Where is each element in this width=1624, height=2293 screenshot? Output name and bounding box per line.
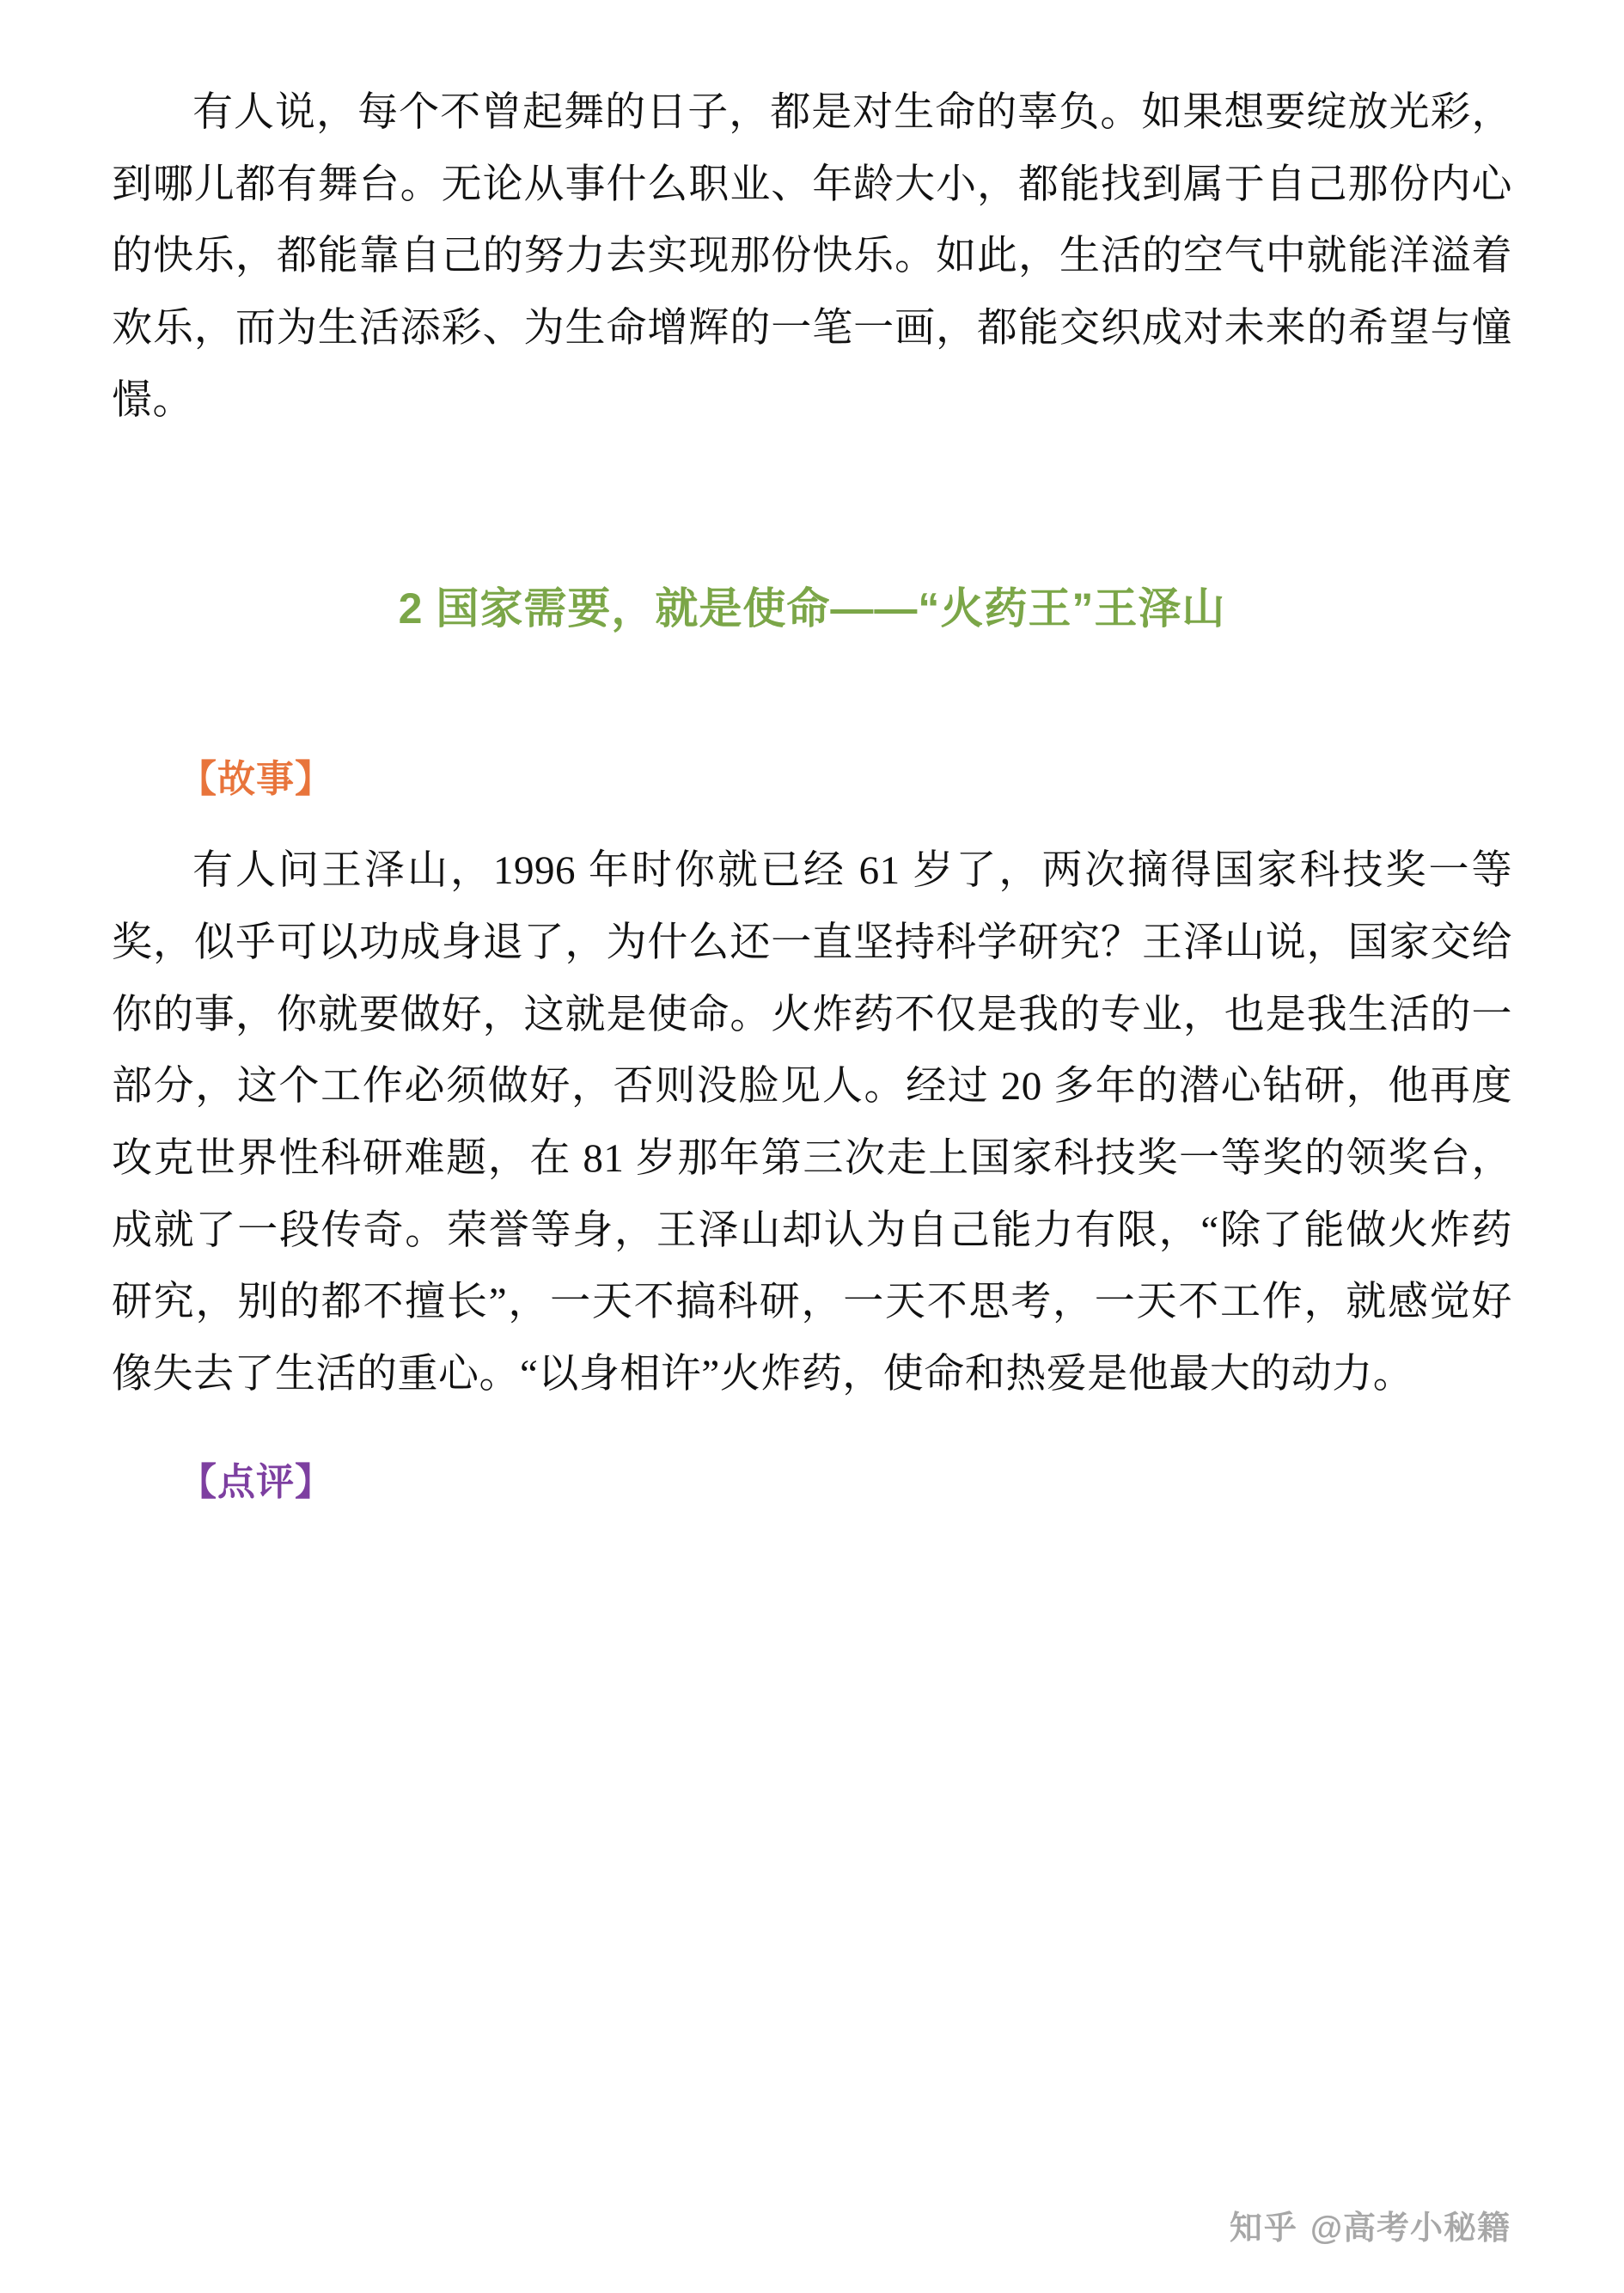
watermark <box>1230 2201 1511 2248</box>
section-title: 2 国家需要，就是使命——“火药王”王泽山 <box>398 584 1226 633</box>
spacer-before-title <box>112 445 1512 574</box>
comment-label: 【点评】 <box>179 1460 333 1503</box>
spacer-after-title <box>112 636 1512 748</box>
watermark-handle: @高考小秘籍 <box>1310 2210 1511 2247</box>
story-label: 【故事】 <box>179 758 333 801</box>
zhihu-logo-text: 知乎 <box>1229 2210 1298 2247</box>
story-paragraph: 有人问王泽山，1996 年时你就已经 61 岁了，两次摘得国家科技奖一等奖，似乎可以功成身退了，为什么还一直坚持科学研究？王泽山说，国家交给你的事，你就要做好，这就是使命。火炸药不仅是我的专业，也是我生活的一部分，这个工作必须做好，否则没脸见人。经过 20 多年的潜心钻研，他再度攻克世界性科研难题，在 81 岁那年第三次走上国家科技奖一等奖的领奖台，成就了一段传奇。荣誉等身，王泽山却认为自己能力有限，“除了能做火炸药研究，别的都不擅长”，一天不搞科研，一天不思考，一天不工作，就感觉好像失去了生活的重心。“以身相许”火炸药，使命和热爱是他最大的动力。 <box>112 848 1512 1397</box>
intro-paragraph: 有人说，每个不曾起舞的日子，都是对生命的辜负。如果想要绽放光彩，到哪儿都有舞台。无论从事什么职业、年龄大小，都能找到属于自己那份内心的快乐，都能靠自己的努力去实现那份快乐。如此，生活的空气中就能洋溢着欢乐，而为生活添彩、为生命增辉的一笔一画，都能交织成对未来的希望与憧憬。 <box>112 90 1512 423</box>
